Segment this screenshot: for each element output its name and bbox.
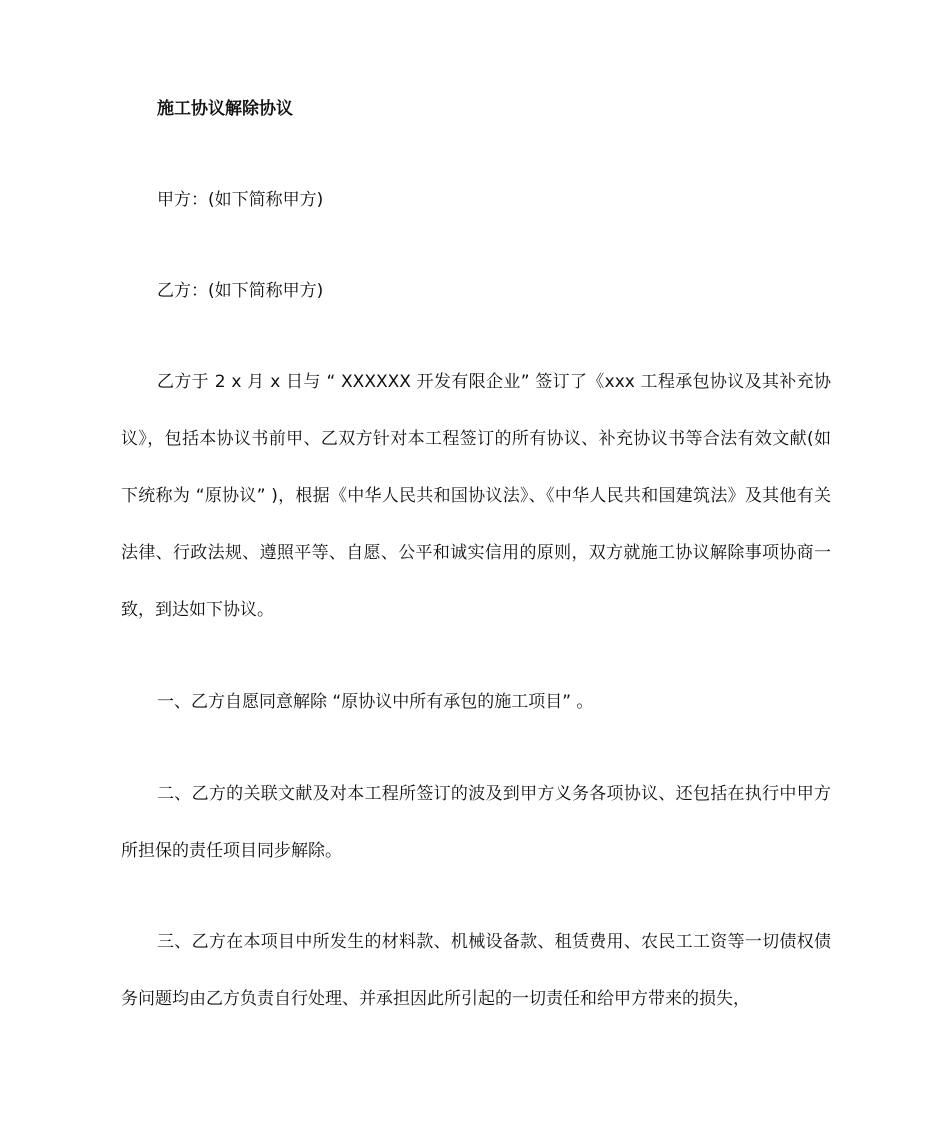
clause-2: 二、乙方的关联文献及对本工程所签订的波及到甲方义务各项协议、还包括在执行中甲方所担保的责任项目同步解除。 xyxy=(121,784,831,861)
document-title: 施工协议解除协议 xyxy=(157,99,293,119)
party-a-line: 甲方：(如下简称甲方) xyxy=(157,190,324,210)
preamble-paragraph: 乙方于 2 x 月 x 日与 “ XXXXXX 开发有限企业” 签订了《xxx 工程承包协议及其补充协议》，包括本协议书前甲、乙双方针对本工程签订的所有协议、补充协议书等合法有效文献(如下统称为 “原协议” )，根据《中华人民共和国协议法》、《中华人民共和国建筑法》及其他有关法律、行政法规、遵照平等、自愿、公平和诚实信用的原则，双方就施工协议解除事项协商一致，到达如下协议。 xyxy=(121,372,831,620)
clause-3: 三、乙方在本项目中所发生的材料款、机械设备款、租赁费用、农民工工资等一切债权债务问题均由乙方负责自行处理、并承担因此所引起的一切责任和给甲方带来的损失， xyxy=(121,932,831,1009)
clause-1: 一、乙方自愿同意解除 “原协议中所有承包的施工项目” 。 xyxy=(157,692,594,712)
party-b-line: 乙方：(如下简称甲方) xyxy=(157,281,324,301)
